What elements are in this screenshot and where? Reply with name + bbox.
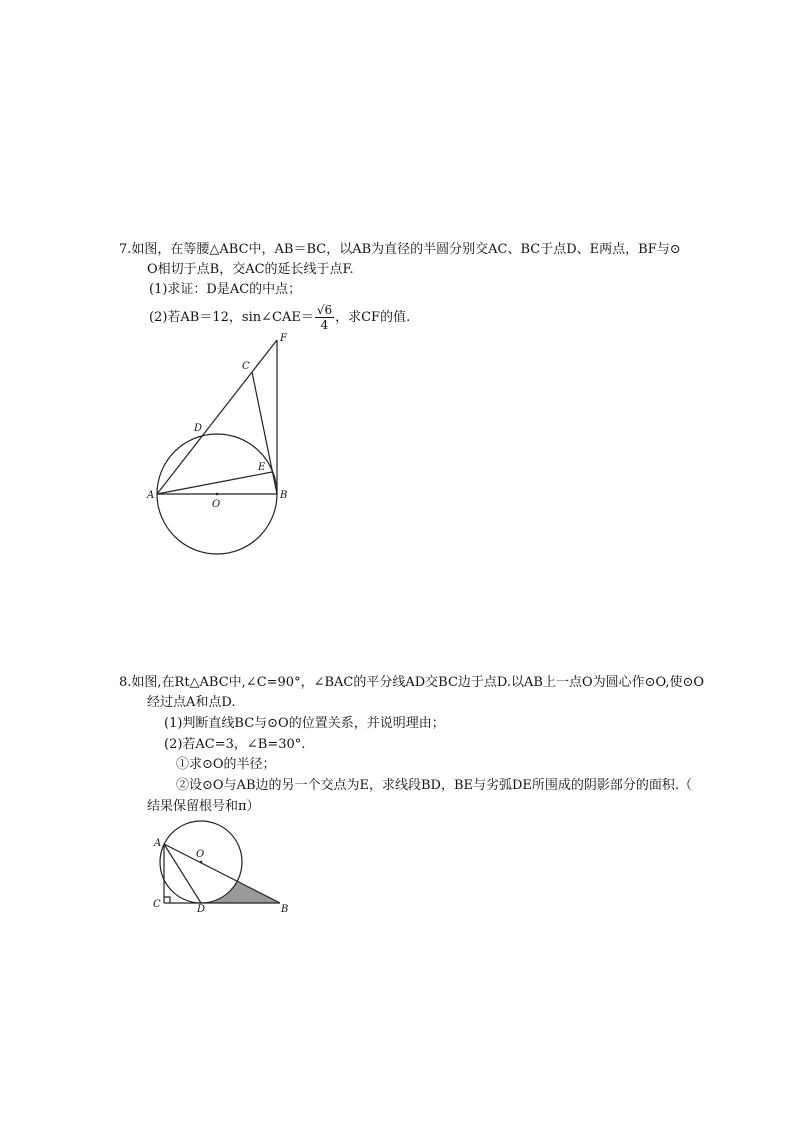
label-d: D [194,423,203,434]
center-o-dot [200,861,203,864]
problem7-part2-prefix: (2)若AB＝12，sin∠CAE＝ [149,310,314,325]
label-b: B [280,490,288,501]
problem8-q2c: 结果保留根号和π） [147,799,260,814]
problem8-line2: 经过点A和点D. [147,695,236,710]
label-d: D [197,904,206,915]
problem7-part1: (1)求证：D是AC的中点； [149,282,302,297]
label-o: O [212,499,221,510]
problem8-q2a: ①求⊙O的半径； [176,757,276,772]
problem7-line2: O相切于点B，交AC的延长线于点F. [147,262,354,277]
label-e: E [258,462,266,473]
segment-ab [164,844,280,903]
problem7-line1: 7.如图，在等腰△ABC中，AB＝BC，以AB为直径的半圆分别交AC、BC于点D、E两点，BF与⊙ [119,242,681,257]
label-a: A [147,490,155,501]
problem8-line1: 8.如图,在Rt△ABC中,∠C=90°，∠BAC的平分线AD交BC边于点D.以AB上一点O为圆心作⊙O,使⊙O [119,675,705,690]
label-a: A [154,838,162,849]
label-c: C [242,361,250,372]
problem7-part2-suffix: ，求CF的值. [335,310,411,325]
fraction-denominator: 4 [320,318,329,332]
problem8-q1: (1)判断直线BC与⊙O的位置关系，并说明理由； [164,716,445,731]
fraction-numerator: √6 [316,303,333,317]
label-f: F [280,333,287,344]
shaded-region [201,882,280,903]
label-b: B [281,904,289,915]
problem8-q2: (2)若AC=3，∠B=30°. [164,737,306,752]
problem8-q2b: ②设⊙O与AB边的另一个交点为E，求线段BD，BE与劣弧DE所围成的阴影部分的面积.（ [176,778,693,793]
right-angle-mark [164,897,170,903]
label-c: C [153,899,161,910]
label-o: O [196,849,205,860]
